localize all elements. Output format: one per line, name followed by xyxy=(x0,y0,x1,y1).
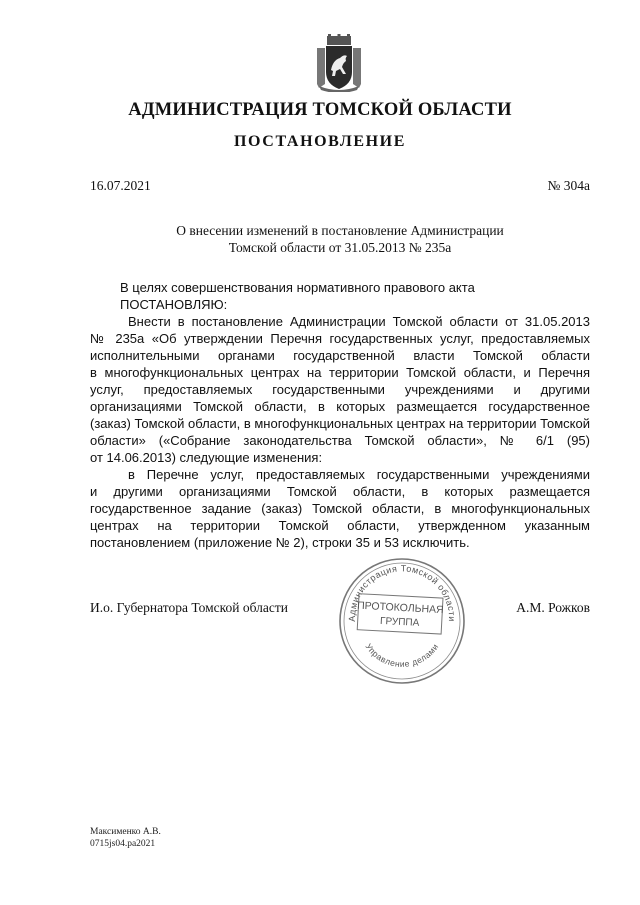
subject-line: О внесении изменений в постановление Администрации xyxy=(176,223,504,238)
tomsk-coat-of-arms-icon xyxy=(313,34,365,92)
document-type: ПОСТАНОВЛЕНИЕ xyxy=(234,133,406,150)
body-line: и другими организациями Томской области, в которых размещается xyxy=(90,484,590,499)
org-title: АДМИНИСТРАЦИЯ ТОМСКОЙ ОБЛАСТИ xyxy=(128,100,512,120)
footer-file-code: 0715js04.ра2021 xyxy=(90,839,156,849)
body-line: организациями Томской области, в которых размещается государственное xyxy=(90,399,590,414)
stamp-inner-line: ГРУППА xyxy=(379,615,420,629)
body-line: услуг, предоставляемых государственными учреждениями и другими xyxy=(90,382,590,397)
body-line: Внести в постановление Администрации Томской области от 31.05.2013 xyxy=(128,314,590,329)
body-line: В целях совершенствования нормативного правового акта xyxy=(120,280,475,295)
document-subject xyxy=(90,222,590,256)
document-date: 16.07.2021 xyxy=(90,178,151,193)
body-line: от 14.06.2013) следующие изменения: xyxy=(90,450,323,465)
body-line: в Перечне услуг, предоставляемых государственными учреждениями xyxy=(128,467,590,482)
body-line: области» («Собрание законодательства Томской области», № 6/1 (95) xyxy=(90,433,590,448)
signer-role: И.о. Губернатора Томской области xyxy=(90,600,288,615)
signer-name: А.М. Рожков xyxy=(516,600,590,615)
footer-author: Максименко А.В. xyxy=(90,827,161,837)
svg-text:Управление делами xyxy=(363,642,440,669)
document-number: № 304а xyxy=(547,178,590,193)
subject-line: Томской области от 31.05.2013 № 235а xyxy=(228,240,452,255)
document-footer xyxy=(90,826,161,850)
body-line: постановлением (приложение № 2), строки 35 и 53 исключить. xyxy=(90,535,470,550)
body-line: ПОСТАНОВЛЯЮ: xyxy=(120,297,228,312)
body-line: государственное задание (заказ) Томской области, в многофункциональных xyxy=(90,501,590,516)
body-line: № 235а «Об утверждении Перечня государственных услуг, предоставляемых xyxy=(90,331,590,346)
stamp-outer-text: Администрация Томской области xyxy=(346,563,458,622)
document-body xyxy=(90,279,590,551)
body-line: центрах на территории Томской области, утвержденном указанным xyxy=(90,518,590,533)
body-line: (заказ) Томской области, в многофункциональных центрах на территории Томской xyxy=(90,416,590,431)
stamp-inner-line: ПРОТОКОЛЬНАЯ xyxy=(356,599,444,617)
official-stamp xyxy=(337,556,467,686)
stamp-bottom-text: Управление делами xyxy=(363,641,441,669)
body-line: в многофункциональных центрах на территории Томской области, и Перечня xyxy=(90,365,590,380)
body-line: исполнительными органами государственной власти Томской области xyxy=(90,348,590,363)
